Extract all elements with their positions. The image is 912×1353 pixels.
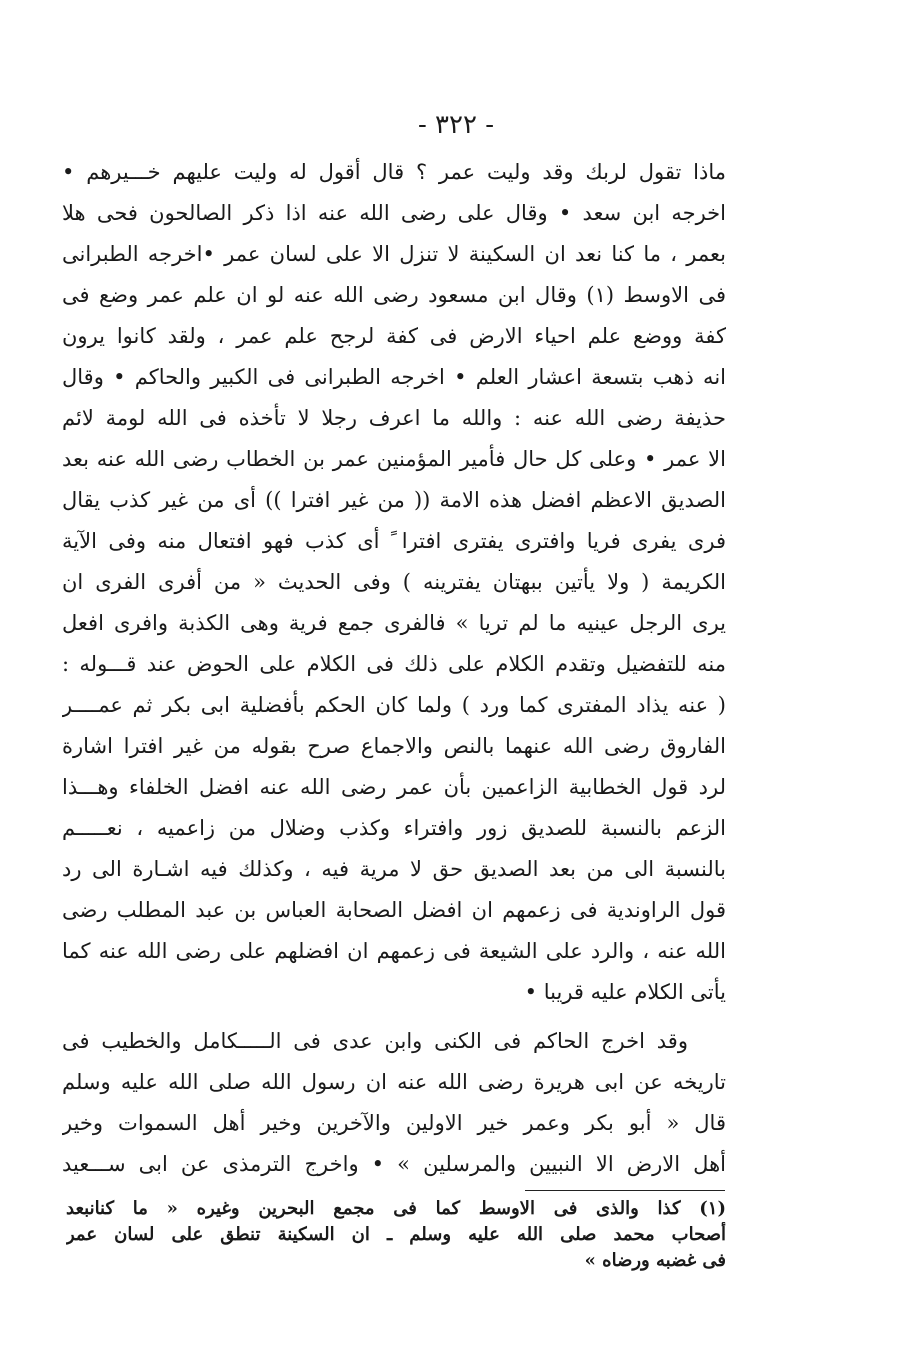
text-line: فرى يفرى فريا وافترى يفترى افترا ً أى كذب فهو افتعال منه وفى الآية [62, 529, 726, 553]
text-line: الزعم بالنسبة للصديق زور وافتراء وكذب وضلال من زاعميه ، نعـــــم [62, 816, 726, 840]
footnote [66, 1196, 726, 1274]
text-line: يرى الرجل عينيه ما لم تريا » فالفرى جمع فرية وهى الكذبة وافرى افعل [62, 611, 726, 635]
text-line: لرد قول الخطابية الزاعمين بأن عمر رضى الله عنه افضل الخلفاء وهـــذا [62, 775, 726, 799]
paragraph-gap [62, 1013, 726, 1021]
text-line: الصديق الاعظم افضل هذه الامة (( من غير افترا )) أى من غير كذب يقال [62, 488, 726, 512]
text-line: قول الراوندية فى زعمهم ان افضل الصحابة العباس بن عبد المطلب رضى [62, 898, 726, 922]
text-line: الله عنه ، والرد على الشيعة فى زعمهم ان افضلهم على رضى الله عنه كما [62, 939, 726, 963]
footnote-line: أصحاب محمد صلى الله عليه وسلم ـ ان السكينة تنطق على لسان عمر [66, 1224, 726, 1245]
text-line: وقد اخرج الحاكم فى الكنى وابن عدى فى الـــــكامل والخطيب فى [62, 1029, 688, 1053]
page-number: - ٣٢٢ - [417, 110, 495, 140]
text-line: بالنسبة الى من بعد الصديق حق لا مرية فيه ، وكذلك فيه اشـارة الى رد [62, 857, 726, 881]
text-line: بعمر ، ما كنا نعد ان السكينة لا تنزل الا على لسان عمر •اخرجه الطبرانى [62, 242, 726, 266]
text-line: ماذا تقول لربك وقد وليت عمر ؟ قال أقول له وليت عليهم خـــيرهم • [62, 160, 726, 184]
main-text [62, 152, 726, 1185]
text-line: أهل الارض الا النبيين والمرسلين » • واخرج الترمذى عن ابى ســـعيد [62, 1152, 726, 1176]
footnote-separator [525, 1190, 725, 1191]
text-line: تاريخه عن ابى هريرة رضى الله عنه ان رسول الله صلى الله عليه وسلم [62, 1070, 726, 1094]
footnote-line: (١) كذا والذى فى الاوسط كما فى مجمع البحرين وغيره « ما كنانبعد [66, 1198, 726, 1219]
footnote-line: فى غضبه ورضاه » [584, 1250, 726, 1271]
paragraph-2 [62, 1021, 726, 1185]
text-line: فى الاوسط (١) وقال ابن مسعود رضى الله عنه لو ان علم عمر وضع فى [62, 283, 726, 307]
paragraph-1 [62, 152, 726, 1013]
text-line: منه للتفضيل وتقدم الكلام على ذلك فى الكلام على الحوض عند قـــوله : [62, 652, 726, 676]
text-line: كفة ووضع علم احياء الارض فى كفة لرجح علم عمر ، ولقد كانوا يرون [62, 324, 726, 348]
text-line: الا عمر • وعلى كل حال فأمير المؤمنين عمر بن الخطاب رضى الله عنه بعد [62, 447, 726, 471]
text-line: اخرجه ابن سعد • وقال على رضى الله عنه اذا ذكر الصالحون فحى هلا [62, 201, 726, 225]
text-line: الكريمة ( ولا يأتين ببهتان يفترينه ) وفى الحديث « من أفرى الفرى ان [62, 570, 726, 594]
text-line: حذيفة رضى الله عنه : والله ما اعرف رجلا لا تأخذه فى الله لومة لائم [62, 406, 726, 430]
text-line: ( عنه يذاد المفترى كما ورد ) ولما كان الحكم بأفضلية ابى بكر ثم عمــــر [62, 693, 726, 717]
text-line: يأتى الكلام عليه قريبا • [524, 980, 726, 1004]
text-line: الفاروق رضى الله عنهما بالنص والاجماع صرح بقوله من غير افترا اشارة [62, 734, 726, 758]
text-line: انه ذهب بتسعة اعشار العلم • اخرجه الطبرانى فى الكبير والحاكم • وقال [62, 365, 726, 389]
text-line: قال « أبو بكر وعمر خير الاولين والآخرين وخير أهل السموات وخير [62, 1111, 726, 1135]
